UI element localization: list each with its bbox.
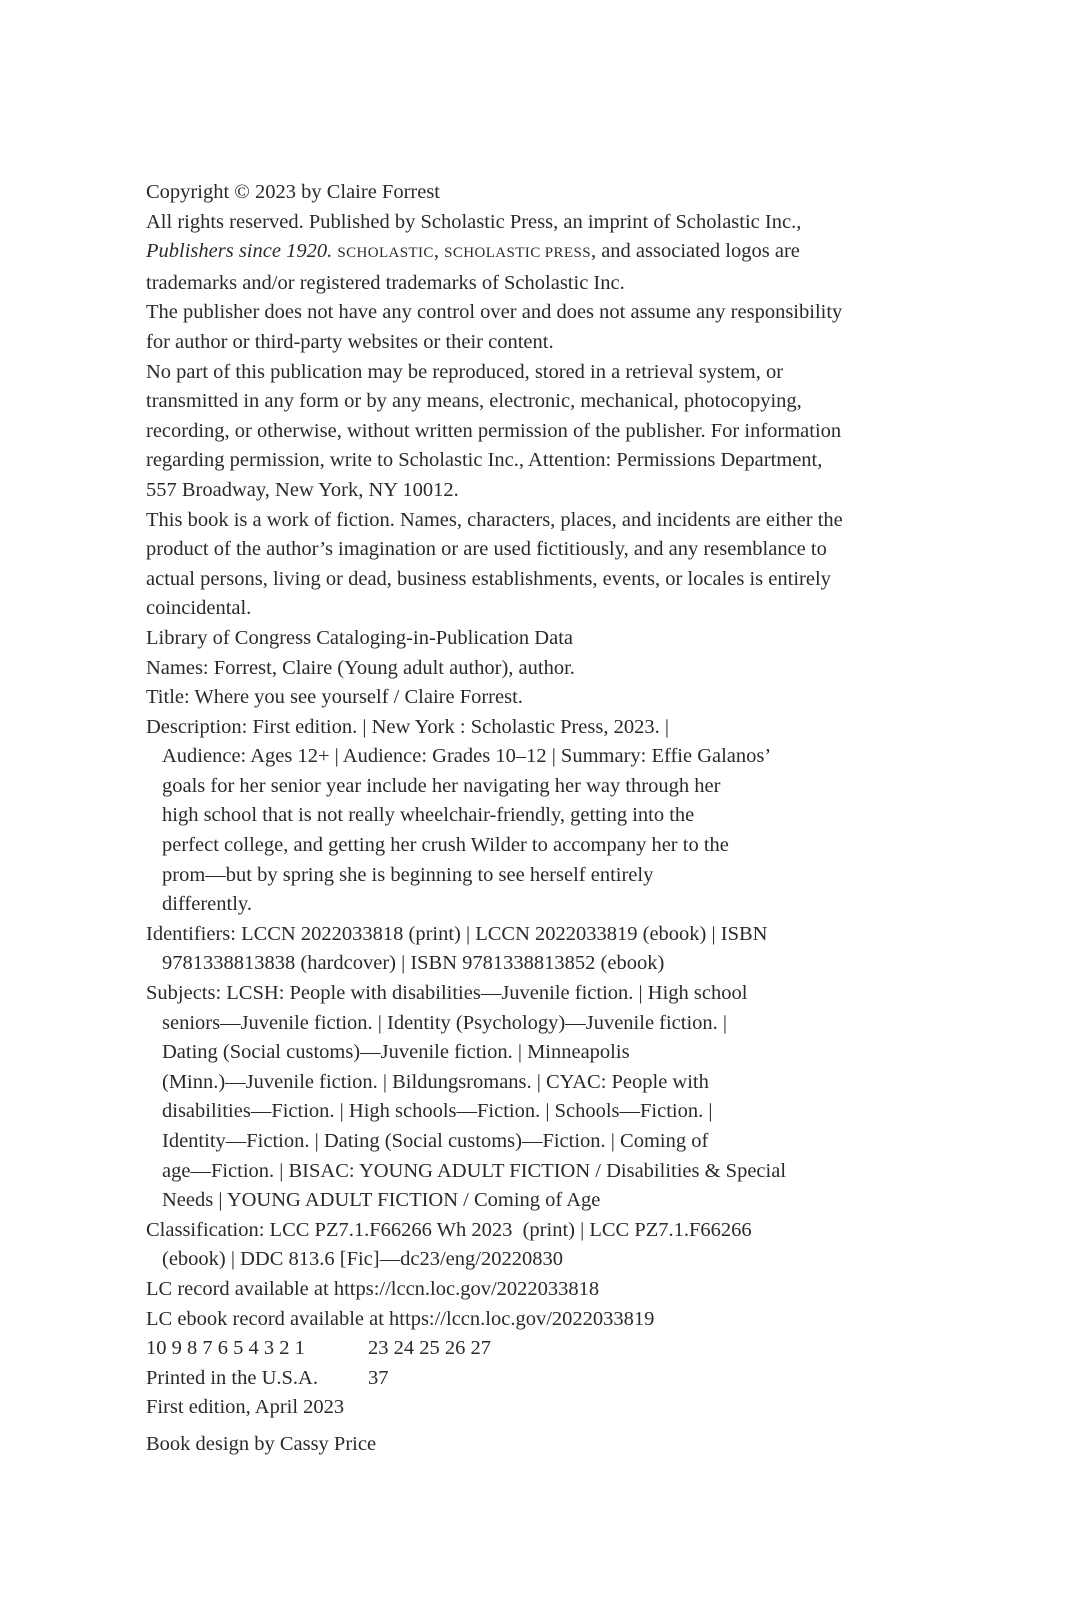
fiction-line: This book is a work of fiction. Names, characters, places, and incidents are either the: [146, 508, 843, 531]
fiction-notice: [146, 506, 946, 624]
subjects-line: age—Fiction. | BISAC: YOUNG ADULT FICTION / Disabilities & Special: [162, 1159, 787, 1182]
edition-line: First edition, April 2023: [146, 1396, 345, 1419]
printer-code: 37: [368, 1366, 389, 1389]
trademark-scholastic-press: SCHOLASTIC PRESS: [444, 245, 591, 262]
disclaimer-line: for author or third-party websites or their content.: [146, 330, 554, 353]
years-line: 23 24 25 26 27: [368, 1337, 491, 1360]
rights-line-3: trademarks and/or registered trademarks of Scholastic Inc.: [146, 271, 625, 294]
lc-record: LC record available at https://lccn.loc.gov/2022033818: [146, 1277, 600, 1300]
description-line: goals for her senior year include her navigating her way through her: [162, 774, 721, 797]
copyright-page: [146, 178, 946, 1460]
description-line: differently.: [162, 893, 252, 916]
cip-names: Names: Forrest, Claire (Young adult author), author.: [146, 656, 575, 679]
printed-in: Printed in the U.S.A.: [146, 1366, 318, 1389]
fiction-line: coincidental.: [146, 597, 252, 620]
cip-title: Title: Where you see yourself / Claire Forrest.: [146, 686, 523, 709]
trademark-separator: ,: [433, 240, 445, 263]
reproduction-line: No part of this publication may be reproduced, stored in a retrieval system, or: [146, 360, 784, 383]
reproduction-notice: [146, 358, 946, 506]
reproduction-line: recording, or otherwise, without written permission of the publisher. For information: [146, 419, 842, 442]
reproduction-line: transmitted in any form or by any means, electronic, mechanical, photocopying,: [146, 390, 802, 413]
publishers-since: Publishers since 1920.: [146, 240, 333, 263]
cip-classification: [146, 1216, 946, 1275]
printing-row-2: [146, 1364, 946, 1394]
subjects-line: Subjects: LCSH: People with disabilities—Juvenile fiction. | High school: [146, 982, 748, 1005]
classification-line: Classification: LCC PZ7.1.F66266 Wh 2023 (print) | LCC PZ7.1.F66266: [146, 1218, 752, 1241]
identifiers-line: Identifiers: LCCN 2022033818 (print) | LCCN 2022033819 (ebook) | ISBN: [146, 922, 768, 945]
identifiers-line: 9781338813838 (hardcover) | ISBN 9781338813852 (ebook): [162, 952, 665, 975]
printing-block: [146, 1334, 946, 1423]
cip-block: [146, 624, 946, 1334]
reproduction-line: regarding permission, write to Scholastic Inc., Attention: Permissions Department,: [146, 449, 823, 472]
lc-ebook-record: LC ebook record available at https://lccn.loc.gov/2022033819: [146, 1307, 655, 1330]
subjects-line: disabilities—Fiction. | High schools—Fiction. | Schools—Fiction. |: [162, 1100, 713, 1123]
trademark-rest: , and associated logos are: [590, 240, 800, 263]
printing-row-1: [146, 1334, 946, 1364]
description-line: Audience: Ages 12+ | Audience: Grades 10–12 | Summary: Effie Galanos’: [162, 745, 772, 768]
cip-identifiers: [146, 920, 946, 979]
rights-line-2: [146, 237, 946, 269]
subjects-line: Needs | YOUNG ADULT FICTION / Coming of Age: [162, 1189, 601, 1212]
design-credit: Book design by Cassy Price: [146, 1432, 377, 1455]
classification-line: (ebook) | DDC 813.6 [Fic]—dc23/eng/20220830: [162, 1248, 563, 1271]
impression-line: 10 9 8 7 6 5 4 3 2 1: [146, 1337, 305, 1360]
subjects-line: seniors—Juvenile fiction. | Identity (Psychology)—Juvenile fiction. |: [162, 1011, 728, 1034]
cip-header: Library of Congress Cataloging-in-Publication Data: [146, 626, 573, 649]
disclaimer-line: The publisher does not have any control over and does not assume any responsibility: [146, 301, 843, 324]
publisher-disclaimer: [146, 298, 946, 357]
description-line: perfect college, and getting her crush Wilder to accompany her to the: [162, 834, 729, 857]
subjects-line: Identity—Fiction. | Dating (Social customs)—Fiction. | Coming of: [162, 1130, 709, 1152]
fiction-line: product of the author’s imagination or are used fictitiously, and any resemblance to: [146, 538, 827, 561]
description-line: Description: First edition. | New York : Scholastic Press, 2023. |: [146, 715, 669, 738]
description-line: prom—but by spring she is beginning to see herself entirely: [162, 863, 654, 886]
subjects-line: Dating (Social customs)—Juvenile fiction. | Minneapolis: [162, 1041, 630, 1064]
description-line: high school that is not really wheelchair-friendly, getting into the: [162, 804, 695, 827]
reproduction-line: 557 Broadway, New York, NY 10012.: [146, 478, 459, 501]
cip-subjects: [146, 979, 946, 1216]
trademark-scholastic: SCHOLASTIC: [337, 245, 434, 262]
rights-block: [146, 208, 946, 299]
copyright-line: Copyright © 2023 by Claire Forrest: [146, 181, 441, 203]
cip-description: [146, 713, 946, 920]
rights-line-1: All rights reserved. Published by Scholastic Press, an imprint of Scholastic Inc.,: [146, 210, 802, 233]
fiction-line: actual persons, living or dead, business establishments, events, or locales is entirely: [146, 567, 831, 590]
subjects-line: (Minn.)—Juvenile fiction. | Bildungsromans. | CYAC: People with: [162, 1070, 709, 1093]
